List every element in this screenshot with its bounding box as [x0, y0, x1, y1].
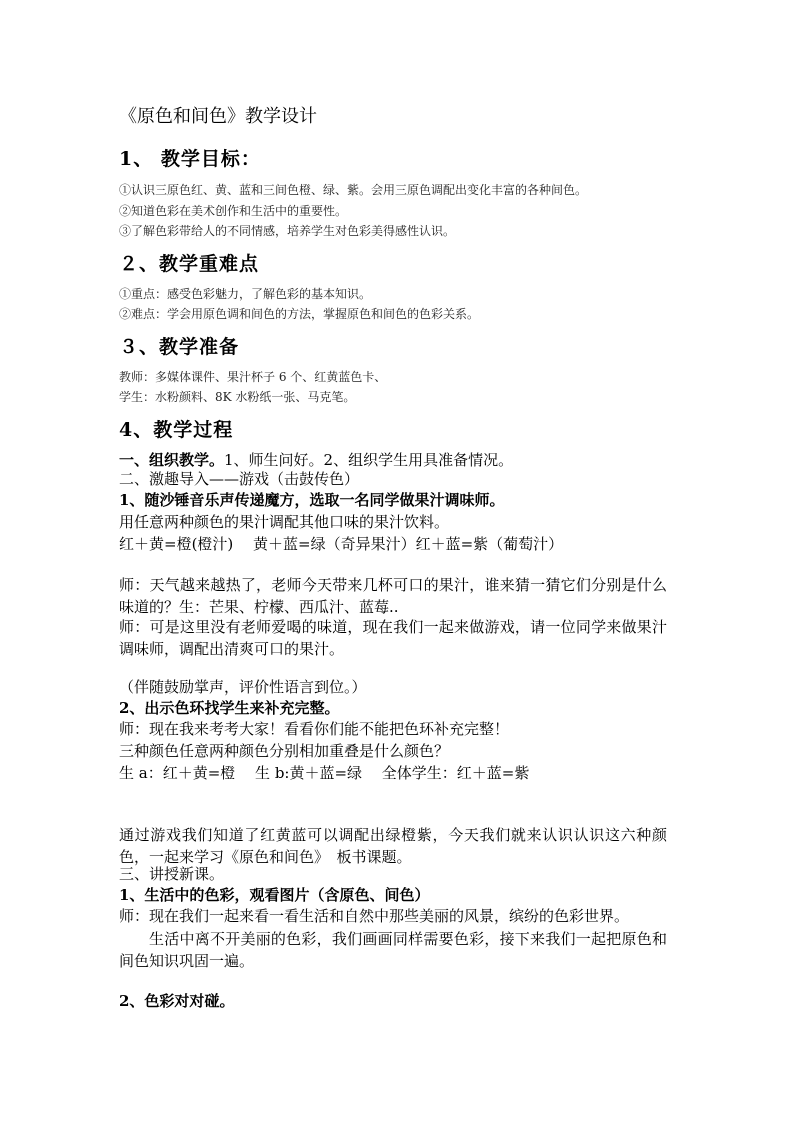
key-point-item: ①重点：感受色彩魅力，了解色彩的基本知识。	[119, 287, 372, 301]
process-line: 红＋黄=橙(橙汁) 黄＋蓝=绿（奇异果汁）红＋蓝=紫（葡萄汁）	[119, 535, 564, 553]
process-step-text: 1、师生问好。2、组织学生用具准备情况。	[224, 451, 514, 469]
process-line: 2、出示色环找学生来补充完整。	[119, 699, 340, 717]
process-paragraph: 师：可是这里没有老师爱喝的味道，现在我们一起来做游戏，请一位同学来做果汁调味师，调配出清爽可口的果汁。	[119, 618, 667, 658]
process-paragraph: 通过游戏我们知道了红黄蓝可以调配出绿橙紫，今天我们就来认识认识这六种颜色，一起来学习《原色和间色》 板书课题。	[119, 826, 667, 866]
preparation-item: 学生：水粉颜料、8K 水粉纸一张、马克笔。	[119, 390, 356, 404]
process-paragraph: 生活中离不开美丽的色彩，我们画画同样需要色彩，接下来我们一起把原色和间色知识巩固一遍。	[119, 930, 667, 970]
process-line: 2、色彩对对碰。	[119, 992, 235, 1010]
process-line: （伴随鼓励掌声，评价性语言到位。）	[119, 678, 367, 696]
process-line: 师：现在我来考考大家！看看你们能不能把色环补充完整！	[119, 720, 510, 738]
section-heading-process: 4、教学过程	[119, 419, 234, 441]
process-line: 1、生活中的色彩，观看图片（含原色、间色）	[119, 886, 430, 904]
process-step-label: 一、组织教学。	[119, 451, 225, 469]
process-line: 生 a：红＋黄=橙 生 b:黄＋蓝=绿 全体学生：红＋蓝=紫	[119, 764, 530, 782]
process-line: 三、讲授新课。	[119, 865, 225, 883]
process-line: 用任意两种颜色的果汁调配其他口味的果汁饮料。	[119, 513, 450, 531]
process-line: 1、随沙锤音乐声传递魔方，选取一名同学做果汁调味师。	[119, 491, 505, 509]
preparation-item: 教师：多媒体课件、果汁杯子 6 个、红黄蓝色卡、	[119, 370, 387, 384]
process-paragraph: 师：天气越来越热了，老师今天带来几杯可口的果汁，谁来猜一猜它们分别是什么味道的？生：芒果、柠檬、西瓜汁、蓝莓..	[119, 576, 667, 616]
process-line: 三种颜色任意两种颜色分别相加重叠是什么颜色？	[119, 742, 450, 760]
objective-item: ③了解色彩带给人的不同情感，培养学生对色彩美得感性认识。	[119, 224, 456, 238]
section-heading-objectives: 1、 教学目标：	[119, 148, 261, 170]
key-point-item: ②难点：学会用原色调和间色的方法，掌握原色和间色的色彩关系。	[119, 307, 480, 321]
objective-item: ②知道色彩在美术创作和生活中的重要性。	[119, 204, 348, 218]
process-line: 师：现在我们一起来看一看生活和自然中那些美丽的风景，缤纷的色彩世界。	[119, 907, 630, 925]
process-line: 二、激趣导入——游戏（击鼓传色）	[119, 470, 360, 488]
objective-item: ①认识三原色红、黄、蓝和三间色橙、绿、紫。会用三原色调配出变化丰富的各种间色。	[119, 183, 588, 197]
process-line	[119, 453, 513, 468]
section-heading-key-points: ２、教学重难点	[119, 253, 260, 275]
section-heading-preparation: ３、教学准备	[119, 336, 240, 358]
document-title: 《原色和间色》教学设计	[119, 106, 317, 127]
